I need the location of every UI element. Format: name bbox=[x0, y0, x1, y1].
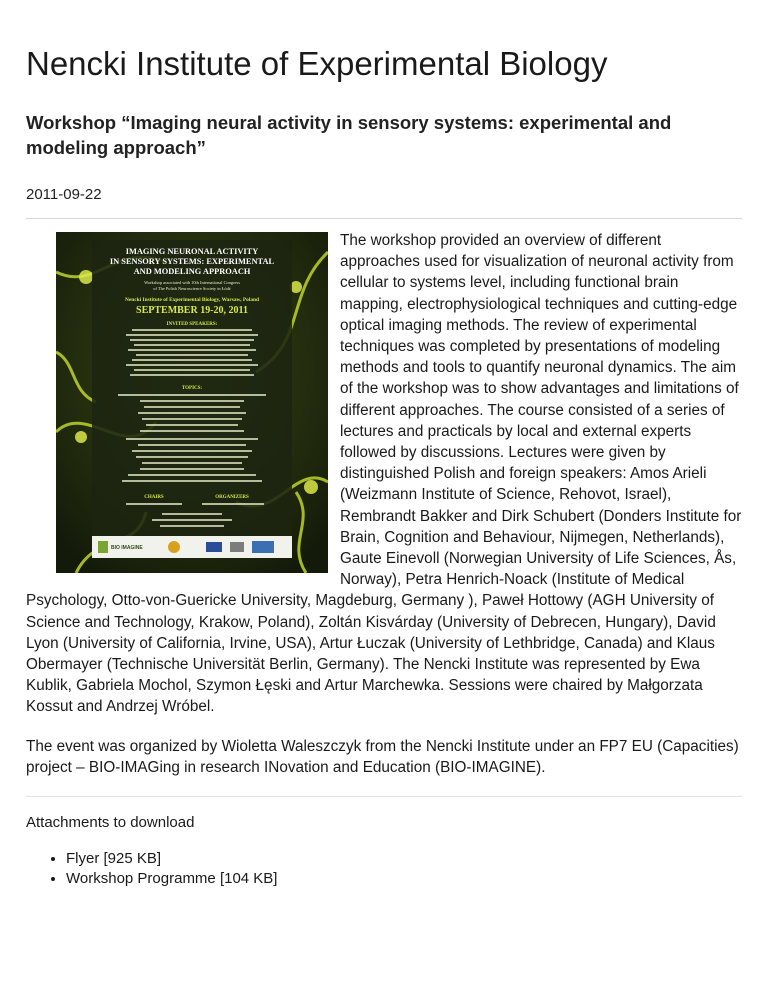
flyer-speakers-label: INVITED SPEAKERS: bbox=[166, 322, 218, 327]
flyer-heading-3: AND MODELING APPROACH bbox=[133, 267, 251, 276]
site-title: Nencki Institute of Experimental Biology bbox=[26, 45, 608, 82]
flyer-venue: Nencki Institute of Experimental Biology, Warsaw, Poland bbox=[124, 297, 260, 303]
attachment-item bbox=[66, 849, 742, 869]
article-body bbox=[26, 230, 742, 778]
flyer-topics-label: TOPICS: bbox=[181, 386, 203, 391]
attachment-link-flyer[interactable]: Flyer [925 KB] bbox=[66, 850, 162, 868]
attachment-link-programme[interactable]: Workshop Programme [104 KB] bbox=[66, 870, 278, 888]
flyer-heading-1: IMAGING NEURONAL ACTIVITY bbox=[125, 247, 259, 256]
attachments-heading: Attachments to download bbox=[26, 814, 195, 832]
divider bbox=[26, 218, 742, 219]
article-title: Workshop “Imaging neural activity in sensory systems: experimental and modeling approach” bbox=[26, 112, 672, 158]
flyer-image[interactable] bbox=[56, 232, 328, 573]
article-paragraph-2: The event was organized by Wioletta Waleszczyk from the Nencki Institute under an FP7 EU (Capacities) project – BIO-IMAGing in research INovation and Education (BIO-IMAGINE). bbox=[26, 737, 739, 776]
flyer-logo-text: BIO IMAGINE bbox=[111, 545, 143, 551]
flyer-subheading-2: of The Polish Neuroscience Society in Łódź bbox=[153, 286, 231, 291]
flyer-dates: SEPTEMBER 19-20, 2011 bbox=[136, 305, 248, 316]
attachment-item bbox=[66, 869, 742, 889]
publish-date: 2011-09-22 bbox=[26, 186, 102, 203]
flyer-subheading-1: Workshop associated with 10th International Congress bbox=[144, 280, 240, 285]
flyer-organizers-label: ORGANIZERS bbox=[215, 495, 249, 500]
flyer-heading-2: IN SENSORY SYSTEMS: EXPERIMENTAL bbox=[109, 257, 275, 266]
article-paragraph-1: The workshop provided an overview of different approaches used for visualization of neuronal activity from cellular to systems level, including functional brain mapping, electrophysiological techniques and cutting-edge optical imaging methods. The review of experimental techniques was completed by presentations of modeling methods and tools to quantify neuronal dynamics. The aim of the workshop was to show advantages and limitations of different approaches. The course consisted of a series of lectures and practicals by local and external experts followed by discussions. Lectures were given by distinguished Polish and foreign speakers: Amos Arieli (Weizmann Institute of Science, Rehovot, Israel), Rembrandt Bakker and Dirk Schubert (Donders Institute for Brain, Cognition and Behaviour, Nijmegen, Netherlands), Gaute Einevoll (Norwegian University of Life Sciences, Ås, Norway), Petra Henrich-Noack (Institute of Medical Psychology, Otto-von-Guericke University, Magdeburg, Germany ), Paweł Hottowy (AGH University of Science and Technology, Krakow, Poland), Zoltán Kisvárday (University of Debrecen, Hungary), David Lyon (University of California, Irvine, USA), Artur Łuczak (University of Lethbridge, Canada) and Klaus Obermayer (Technische Universität Berlin, Germany). The Nencki Institute was represented by Ewa Kublik, Gabriela Mochol, Szymon Łęski and Artur Marchewka. Sessions were chaired by Małgorzata Kossut and Andrzej Wróbel. bbox=[26, 232, 742, 716]
attachments-list bbox=[26, 849, 742, 889]
flyer-chairs-label: CHAIRS bbox=[144, 495, 164, 500]
divider-attachments bbox=[26, 796, 742, 797]
